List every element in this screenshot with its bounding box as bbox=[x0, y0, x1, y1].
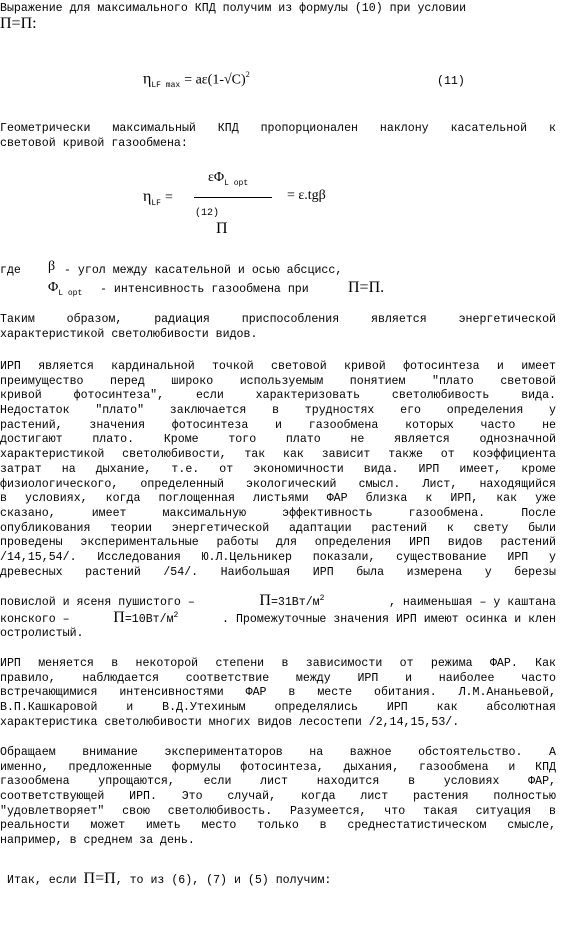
paragraph-irp-changes bbox=[0, 657, 556, 730]
text-line: световой кривой газообмена: bbox=[0, 136, 188, 150]
text-line: кривой фотосинтеза", если характеризовать светолюбивость вида. bbox=[0, 389, 556, 403]
phi-condition: П=П. bbox=[348, 279, 385, 296]
text-line: соответствующей ИРП. Это случай, когда лист растения полностью bbox=[0, 790, 556, 804]
text-line: именно, предложенные формулы фотосинтеза, дыхания, газообмена и КПД bbox=[0, 760, 556, 774]
beta-definition: - угол между касательной и осью абсцисс, bbox=[64, 264, 343, 277]
paragraph-conclusion: Итак, если П=П , то из (6), (7) и (5) получим: bbox=[7, 870, 332, 887]
where-label: где bbox=[0, 264, 21, 277]
text-line: характеристикой светолюбивости, так как зависит также от коэффициента bbox=[0, 448, 556, 462]
phi-symbol: $\Phi_{L opt}$ bbox=[48, 280, 83, 298]
beta-symbol: β bbox=[48, 259, 56, 274]
eta-lf: $\eta_{LF}$ = bbox=[143, 188, 173, 208]
paragraph-attention bbox=[0, 746, 556, 849]
text-line: остролистый. bbox=[0, 627, 84, 640]
text-line: газообмена упрощаются, если лист находится в условиях ФАР, bbox=[0, 775, 556, 789]
text-line: Обращаем внимание экспериментаторов на важное обстоятельство. А bbox=[0, 746, 556, 759]
paragraph-intro bbox=[0, 2, 556, 17]
eta-subscript: LF max bbox=[151, 81, 181, 91]
text-line: Геометрически максимальный КПД пропорционален наклону касательной к bbox=[0, 122, 556, 135]
text-line: опубликования теории энергетической адаптации растений к свету были bbox=[0, 521, 556, 535]
equation-power: 2 bbox=[245, 70, 250, 79]
text-line: характеристикой светолюбивости видов. bbox=[0, 327, 258, 341]
text-line: сказано, имеет максимальную эффективность газообмена. После bbox=[0, 506, 556, 520]
paragraph-geometric bbox=[0, 122, 556, 151]
equation-11 bbox=[143, 70, 250, 90]
paragraph-summary bbox=[0, 313, 556, 342]
phi-definition: - интенсивность газообмена при bbox=[100, 283, 309, 296]
paragraph-irp bbox=[0, 360, 556, 580]
equation-rhs: = ε.tgβ bbox=[287, 188, 326, 203]
text-line: например, в среднем за день. bbox=[0, 834, 195, 848]
text-line: растений, значения фотосинтеза и газообмена которых часто не bbox=[0, 418, 556, 432]
text-line: достигают плато. Кроме того плато не является однозначной bbox=[0, 433, 556, 447]
text-line: физиологического, определенный экологический смысл. Лист, находящийся bbox=[0, 477, 556, 491]
text-line: встречающимися интенсивностями ФАР в месте обитания. Л.М.Ананьевой, bbox=[0, 686, 556, 700]
text-line: Выражение для максимального КПД получим из формулы (10) при условии bbox=[0, 2, 467, 15]
eta-symbol: η bbox=[143, 70, 152, 88]
fraction-numerator: $\varepsilon\Phi_{L opt}$ bbox=[208, 170, 249, 188]
text-line: в условиях, когда поглощенная листьями ФАР близка к ИРП, как уже bbox=[0, 492, 556, 506]
text-line: /14,15,54/. Исследования Ю.Л.Цельникер показали, существование ИРП у bbox=[0, 550, 556, 564]
equation-number-11: (11) bbox=[437, 75, 465, 88]
text-line: ИРП меняется в некоторой степени в зависимости от режима ФАР. Как bbox=[0, 657, 556, 670]
text-line-mixed: конского – $П=10Вт/м^2$ . Промежуточные значения ИРП имеют осинка и клен bbox=[0, 608, 556, 626]
text-line: ИРП является кардинальной точкой световой кривой фотосинтеза и имеет bbox=[0, 360, 556, 373]
text-line: преимущество перед широко используемым понятием "плато световой bbox=[0, 374, 556, 388]
text-line-mixed: повислой и ясеня пушистого – $П=31Вт/м^2$ , наименьшая – у каштана bbox=[0, 591, 556, 609]
text-line: "удовлетворяет" свою светолюбивость. Разумеется, что такая ситуация в bbox=[0, 804, 556, 818]
text-line: характеристика светолюбивости многих видов лесостепи /2,14,15,53/. bbox=[0, 715, 460, 729]
text-line: проведены экспериментальные работы для определения ИРП видов растений bbox=[0, 536, 556, 550]
text-line: Недостаток "плато" заключается в трудностях его определения у bbox=[0, 404, 556, 418]
condition-symbol: П=П: bbox=[0, 15, 37, 32]
equation-body: = aε(1-√C) bbox=[184, 72, 246, 88]
fraction-bar bbox=[194, 197, 272, 198]
text-line: В.П.Кашкаровой и В.Д.Утехиным определялись ИРП как абсолютная bbox=[0, 701, 556, 715]
text-line: Таким образом, радиация приспособления является энергетической bbox=[0, 313, 556, 326]
equation-number-12: (12) bbox=[195, 208, 220, 219]
text-line: затрат на дыхание, т.е. от экономичности вида. ИРП имеет, кроме bbox=[0, 462, 556, 476]
text-line: правило, наблюдается соответствие между ИРП и наиболее часто bbox=[0, 671, 556, 685]
text-line: реальности может иметь место только в среднестатистическом смысле, bbox=[0, 819, 556, 833]
fraction-denominator: П bbox=[216, 220, 228, 237]
text-line: древесных растений /54/. Наибольшая ИРП была измерена у березы bbox=[0, 565, 556, 579]
